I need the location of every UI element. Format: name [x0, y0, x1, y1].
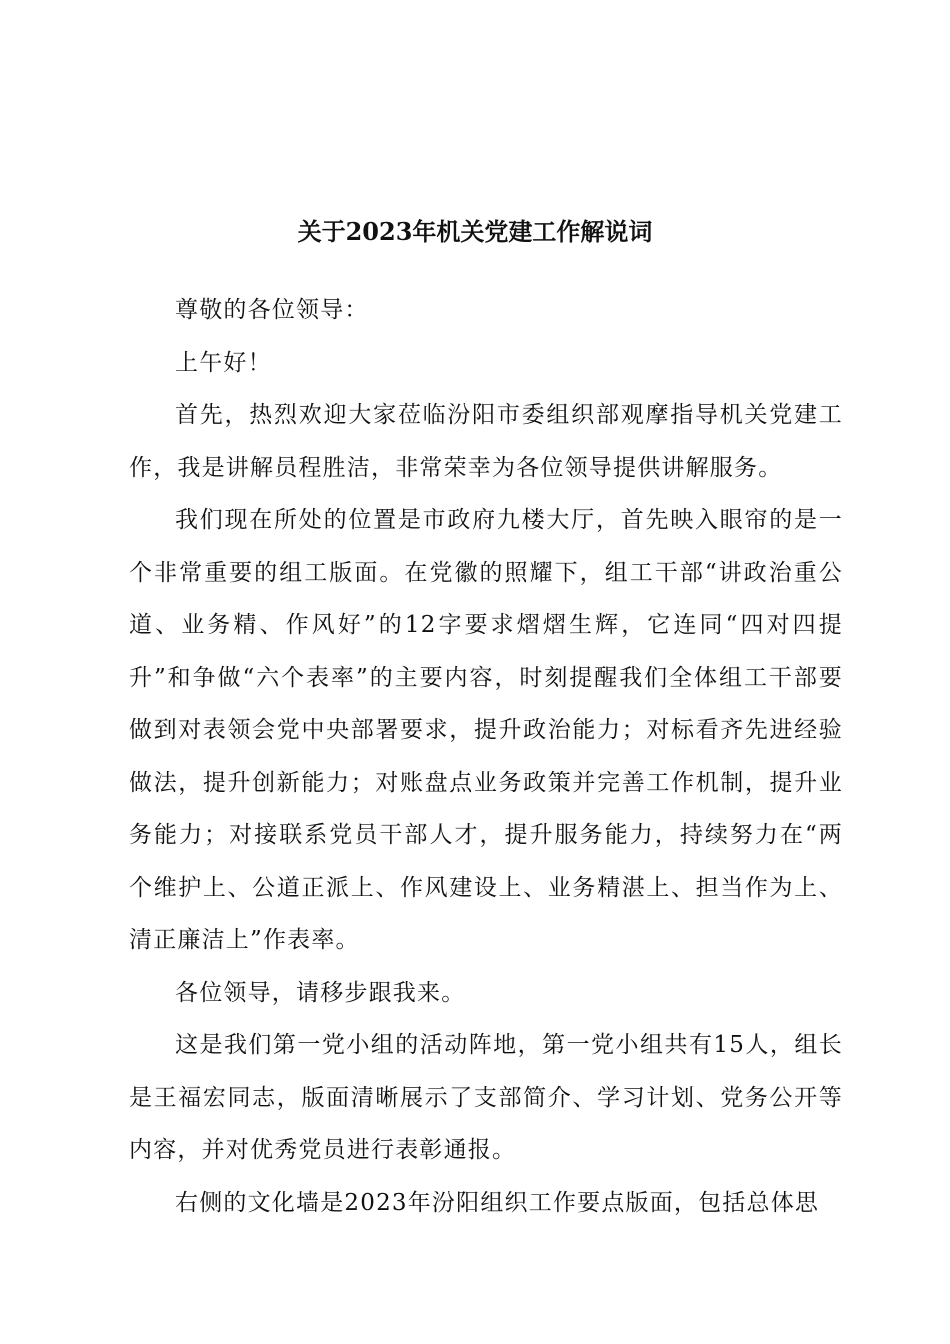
document-body: [129, 284, 843, 1229]
welcome-paragraph: 首先，热烈欢迎大家莅临汾阳市委组织部观摩指导机关党建工作，我是讲解员程胜洁，非常荣幸为各位领导提供讲解服务。: [129, 402, 843, 481]
greeting-paragraph: 上午好！: [175, 349, 272, 376]
transition-paragraph: 各位领导，请移步跟我来。: [175, 979, 466, 1006]
culture-wall-paragraph: 右侧的文化墙是2023年汾阳组织工作要点版面，包括总体思: [175, 1189, 820, 1216]
lobby-paragraph: 我们现在所处的位置是市政府九楼大厅，首先映入眼帘的是一个非常重要的组工版面。在党徽的照耀下，组工干部“讲政治重公道、业务精、作风好”的12字要求熠熠生辉，它连同“四对四提升”和争做“六个表率”的主要内容，时刻提醒我们全体组工干部要做到对表领会党中央部署要求，提升政治能力；对标看齐先进经验做法，提升创新能力；对账盘点业务政策并完善工作机制，提升业务能力；对接联系党员干部人才，提升服务能力，持续努力在“两个维护上、公道正派上、作风建设上、业务精湛上、担当作为上、清正廉洁上”作表率。: [129, 507, 843, 953]
party-group-paragraph: 这是我们第一党小组的活动阵地，第一党小组共有15人，组长是王福宏同志，版面清晰展示了支部简介、学习计划、党务公开等内容，并对优秀党员进行表彰通报。: [129, 1032, 843, 1163]
salutation-paragraph: 尊敬的各位领导：: [175, 297, 369, 323]
document-title: 关于2023年机关党建工作解说词: [297, 217, 653, 246]
